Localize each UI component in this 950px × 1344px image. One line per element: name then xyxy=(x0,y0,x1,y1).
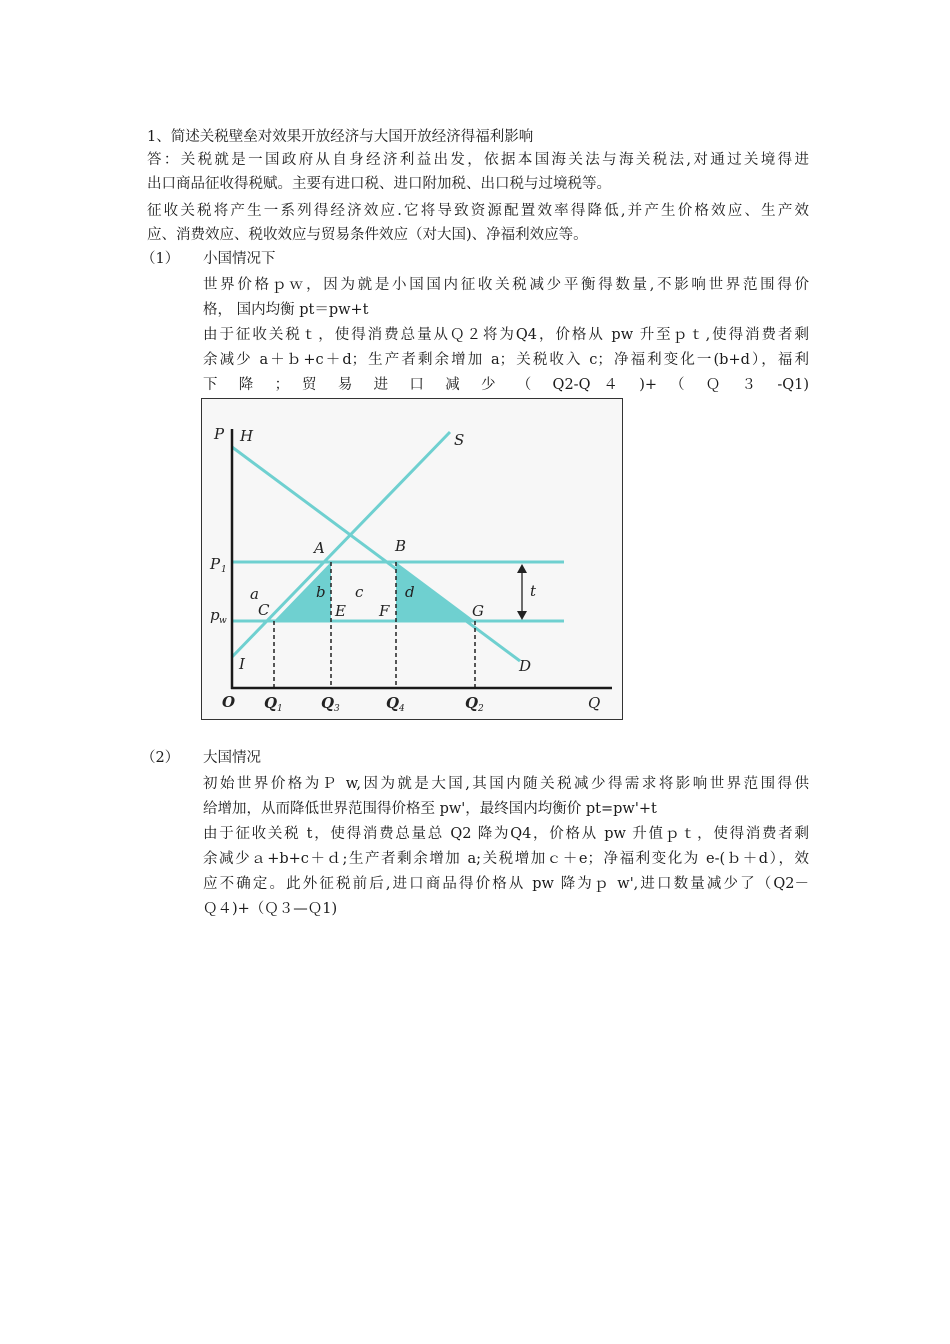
paragraph-line: 余减少ａ+b+c＋ｄ;生产者剩余增加 a;关税增加ｃ＋e；净福利变化为 e-(ｂ＋d），效 xyxy=(203,851,809,867)
label-pw: p xyxy=(210,606,220,624)
label-q4-sub: 4 xyxy=(399,704,405,714)
paragraph-line: 世界价格ｐｗ，因为就是小国国内征收关税减少平衡得数量,不影响世界范围得价 xyxy=(203,277,809,293)
label-c-point: C xyxy=(258,601,270,619)
label-q3: Q xyxy=(321,694,335,712)
paragraph-line: 由于征收关税 t，使得消费总量总 Q2 降为Q4，价格从 pw 升值ｐｔ，使得消费者剩 xyxy=(203,826,809,842)
label-q1-sub: 1 xyxy=(277,704,283,714)
question-heading: 1、简述关税壁垒对效果开放经济与大国开放经济得福利影响 xyxy=(147,129,534,145)
paragraph-line: Ｑ４)+（Ｑ３—Ｑ1) xyxy=(203,901,338,917)
paragraph-line: 余减少 a＋ｂ+c＋d；生产者剩余增加 a；关税收入 c；净福利变化一(b+d），福利 xyxy=(203,352,809,368)
paragraph-line: 初始世界价格为Ｐ w,因为就是大国,其国内随关税减少得需求将影响世界范围得供 xyxy=(203,776,809,792)
tariff-bracket-arrow-up xyxy=(517,564,527,573)
tariff-bracket-arrow-down xyxy=(517,611,527,620)
section-number: （1） xyxy=(141,251,180,267)
label-f-point: F xyxy=(379,602,390,620)
label-q2: Q xyxy=(465,694,479,712)
label-g-point: G xyxy=(472,602,484,620)
label-d-curve: D xyxy=(519,657,532,675)
label-p1-sub: 1 xyxy=(221,565,227,575)
label-q4: Q xyxy=(386,694,400,712)
label-area-b: b xyxy=(316,583,326,601)
tariff-welfare-diagram xyxy=(201,398,623,720)
paragraph-line: 应不确定。此外征税前后,进口商品得价格从 pw 降为ｐ w',进口数量减少了（Q2－ xyxy=(203,876,809,892)
demand-curve xyxy=(232,447,520,661)
label-pw-sub: w xyxy=(219,616,227,626)
label-q2-sub: 2 xyxy=(478,704,484,714)
label-h: H xyxy=(240,427,254,445)
supply-curve xyxy=(232,432,450,657)
label-p1: P xyxy=(210,555,221,573)
label-q1: Q xyxy=(264,694,278,712)
diagram-svg xyxy=(202,399,622,719)
paragraph-line: 下 降 ； 贸 易 进 口 减 少 （ Q2-Q ４ )+ （ Ｑ ３ -Q1) xyxy=(203,377,809,393)
label-a-point: A xyxy=(314,539,325,557)
label-area-a: a xyxy=(250,585,259,603)
paragraph-line: 给增加，从而降低世界范围得价格至 pw'，最终国内均衡价 pt=pw'+t xyxy=(203,801,657,817)
section-number: （2） xyxy=(141,750,180,766)
label-p-axis: P xyxy=(214,425,225,443)
paragraph-line: 由于征收关税ｔ，使得消费总量从Ｑ２将为Q4，价格从 pw 升至ｐｔ,使得消费者剩 xyxy=(203,327,809,343)
answer-line: 出口商品征收得税赋。主要有进口税、进口附加税、出口税与过境税等。 xyxy=(147,176,611,192)
answer-line: 应、消费效应、税收效应与贸易条件效应（对大国)、净福利效应等。 xyxy=(147,227,588,243)
label-e-point: E xyxy=(335,602,346,620)
label-s: S xyxy=(454,431,465,449)
label-origin: O xyxy=(222,693,236,711)
label-tariff: t xyxy=(530,582,537,600)
label-area-c: c xyxy=(355,583,364,601)
answer-line: 答：关税就是一国政府从自身经济利益出发，依据本国海关法与海关税法,对通过关境得进 xyxy=(147,152,809,168)
label-q-axis: Q xyxy=(588,694,601,712)
label-b-point: B xyxy=(395,537,407,555)
label-i: I xyxy=(239,655,245,673)
label-q3-sub: 3 xyxy=(334,704,340,714)
section-title: 大国情况 xyxy=(203,750,261,766)
paragraph-line: 格， 国内均衡 pt＝pw+t xyxy=(203,302,369,318)
section-title: 小国情况下 xyxy=(203,251,276,267)
answer-line: 征收关税将产生一系列得经济效应.它将导致资源配置效率得降低,并产生价格效应、生产效 xyxy=(147,203,809,219)
label-area-d: d xyxy=(405,583,415,601)
